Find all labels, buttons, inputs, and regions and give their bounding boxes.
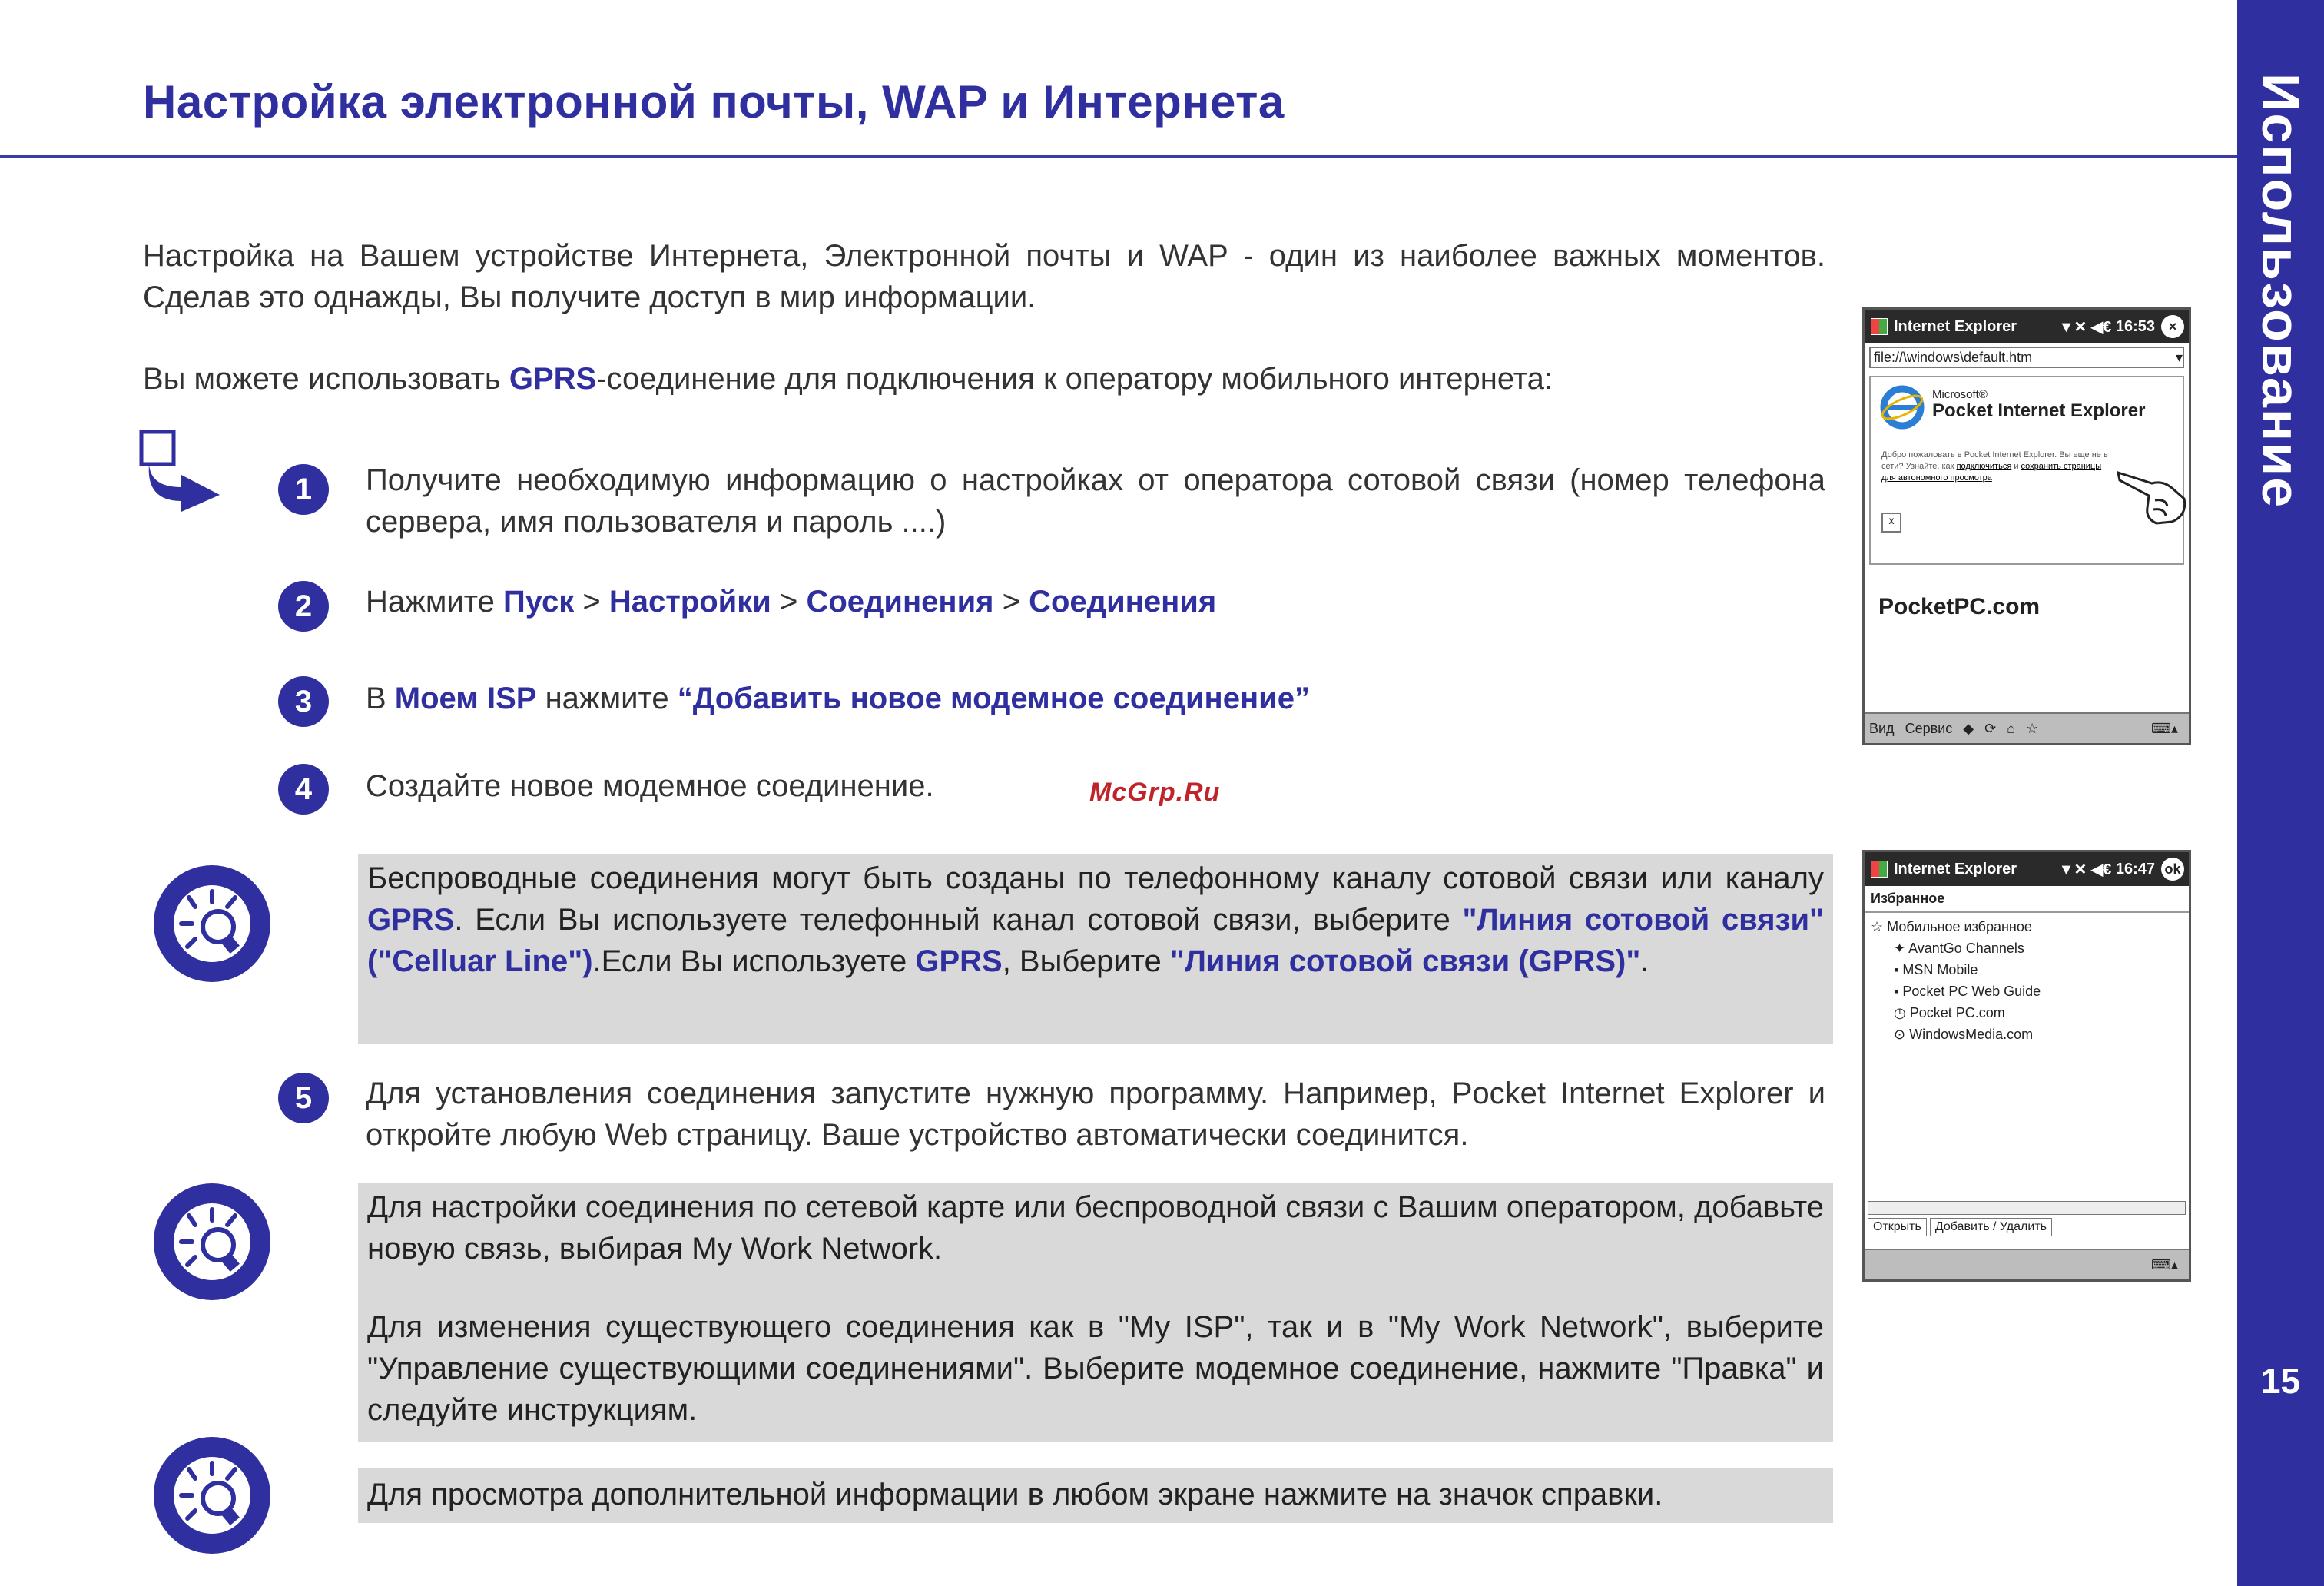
dropdown-icon: ▾	[2175, 349, 2183, 365]
step-3-badge: 3	[278, 676, 329, 727]
intro-paragraph: Настройка на Вашем устройстве Интернета, Электронной почты и WAP - один из наиболее важных моментов. Сделав это однажды, Вы получите доступ в мир информации.	[143, 239, 1825, 314]
lightbulb-tip-icon	[151, 862, 274, 985]
signal-icon: ▼✕ ◀€	[2058, 318, 2112, 336]
welcome-mid: и	[2011, 462, 2021, 471]
address-input: file://\windows\default.htm	[1874, 349, 2033, 365]
shot-1-menubar	[1865, 712, 2189, 743]
list-item[interactable]	[1871, 1024, 2183, 1045]
step-3-add-modem: “Добавить новое модемное соединение”	[677, 682, 1310, 715]
ms-label: Microsoft®	[1932, 388, 1988, 401]
step-3-before: В	[366, 682, 395, 715]
title-rule	[0, 155, 2237, 158]
note-1-gprs: GPRS	[367, 903, 455, 937]
pointer-arrow-icon	[135, 427, 227, 512]
step-2-connections-2: Соединения	[1029, 585, 1217, 619]
list-item[interactable]	[1871, 937, 2183, 959]
shot-2-menubar	[1865, 1249, 2189, 1279]
screenshot-pocket-ie-home	[1862, 307, 2191, 745]
ie-welcome-pane	[1869, 376, 2184, 565]
welcome-text	[1881, 450, 2112, 484]
windows-flag-icon	[1871, 861, 1888, 878]
back-icon[interactable]: ◆	[1963, 720, 1974, 736]
page-icon: ▪	[1894, 962, 1903, 977]
step-1-text: Получите необходимую информацию о настройках от оператора сотовой связи (номер телефона сервера, имя пользователя и пароль ....)	[366, 463, 1825, 539]
address-bar[interactable]	[1869, 347, 2184, 368]
note-1-text	[367, 858, 1824, 982]
keyboard-icon[interactable]: ⌨▴	[2150, 1256, 2178, 1272]
page-icon: ▪	[1894, 984, 1903, 999]
page-title: Настройка электронной почты, WAP и Интернета	[143, 76, 1285, 128]
ie-logo-icon	[1880, 385, 1925, 430]
connect-link[interactable]: подключиться	[1956, 462, 2012, 471]
step-4-badge: 4	[278, 764, 329, 815]
favorites-header: Избранное	[1865, 886, 2189, 913]
list-item[interactable]	[1871, 959, 2183, 980]
favorites-icon[interactable]: ☆	[2026, 720, 2039, 736]
tab-open[interactable]: Открыть	[1868, 1218, 1927, 1236]
list-item[interactable]	[1871, 980, 2183, 1002]
shot-2-title: Internet Explorer	[1894, 860, 2017, 878]
page-number: 15	[2260, 1361, 2301, 1401]
shot-2-titlebar	[1865, 852, 2189, 886]
step-2-sep1: >	[574, 585, 609, 619]
step-2-badge: 2	[278, 581, 329, 632]
intro-gprs-before: Вы можете использовать	[143, 362, 509, 396]
save-offline-link[interactable]: сохранить страницы для автономного просмотра	[1881, 462, 2102, 483]
favorite-label: MSN Mobile	[1902, 962, 1978, 977]
note-2-paragraph-2: Для изменения существующего соединения как в "My ISP", так и в "My Work Network", выберите "Управление существующими соединениями". Выберите модемное соединение, нажмите "Правка" и следуйте инструкциям.	[367, 1310, 1824, 1427]
shot-1-title: Internet Explorer	[1894, 317, 2017, 335]
step-2-sep2: >	[771, 585, 807, 619]
shot-1-titlebar	[1865, 310, 2189, 343]
note-1-t3: .Если Вы используете	[592, 944, 916, 978]
media-icon: ⊙	[1894, 1027, 1910, 1042]
folder-label: Мобильное избранное	[1887, 919, 2032, 934]
welcome-sentence: Добро пожаловать в Pocket Internet Explorer. Вы еще не в сети? Узнайте, как	[1881, 450, 2108, 471]
menu-tools[interactable]: Сервис	[1905, 720, 1953, 736]
brand-label: Pocket Internet Explorer	[1932, 400, 2146, 421]
favorite-label: WindowsMedia.com	[1909, 1027, 2034, 1042]
step-2-before: Нажмите	[366, 585, 503, 619]
screenshot-pocket-ie-favorites	[1862, 850, 2191, 1282]
shot-2-time: 16:47	[2115, 860, 2155, 878]
lightbulb-tip-icon	[151, 1434, 274, 1557]
favorite-label: Pocket PC Web Guide	[1902, 984, 2041, 999]
side-tab-label: Использование	[2251, 73, 2311, 509]
note-1-t4: , Выберите	[1002, 944, 1170, 978]
pocketpc-site-label: PocketPC.com	[1878, 594, 2041, 619]
step-2-text	[366, 581, 1825, 622]
channel-icon: ✦	[1894, 941, 1909, 956]
step-2-connections: Соединения	[806, 585, 994, 619]
watermark: McGrp.Ru	[1089, 778, 1221, 807]
step-1-badge: 1	[278, 464, 329, 515]
favorites-tabs	[1868, 1218, 2052, 1236]
note-1-t5: .	[1640, 944, 1649, 978]
step-5-text: Для установления соединения запустите нужную программу. Например, Pocket Internet Explorer и откройте любую Web страницу. Ваше устройство автоматически соединится.	[366, 1077, 1825, 1152]
broken-image-icon: x	[1881, 513, 1901, 533]
step-4-text: Создайте новое модемное соединение.	[366, 769, 934, 803]
step-2-sep3: >	[993, 585, 1029, 619]
windows-flag-icon	[1871, 318, 1888, 335]
menu-view[interactable]: Вид	[1869, 720, 1895, 736]
refresh-icon[interactable]: ⟳	[1984, 720, 1997, 736]
list-item-folder[interactable]	[1871, 916, 2183, 937]
intro-gprs-line	[143, 358, 1825, 400]
note-1-t1: Беспроводные соединения могут быть созданы по телефонному каналу сотовой связи или каналу	[367, 861, 1824, 895]
tab-add-remove[interactable]: Добавить / Удалить	[1930, 1218, 2052, 1236]
favorite-label: AvantGo Channels	[1908, 941, 2024, 956]
note-1-cellular-gprs: "Линия сотовой связи (GPRS)"	[1169, 944, 1641, 978]
horizontal-scrollbar[interactable]	[1868, 1201, 2186, 1215]
pointing-hand-icon	[2115, 457, 2189, 526]
note-1-gprs-2: GPRS	[915, 944, 1003, 978]
favorites-list	[1865, 913, 2189, 1048]
note-1-t2: . Если Вы используете телефонный канал сотовой связи, выберите	[454, 903, 1463, 937]
keyboard-icon[interactable]: ⌨▴	[2150, 720, 2178, 736]
intro-gprs-after: -соединение для подключения к оператору мобильного интернета:	[596, 362, 1553, 396]
step-3-mid: нажмите	[536, 682, 678, 715]
step-5-badge: 5	[278, 1073, 329, 1123]
note-2-paragraph-1: Для настройки соединения по сетевой карте или беспроводной связи с Вашим оператором, добавьте новую связь, выбирая My Work Network.	[367, 1190, 1824, 1266]
clock-icon: ◷	[1894, 1005, 1910, 1020]
folder-icon: ☆	[1871, 919, 1888, 934]
close-icon[interactable]: ×	[2161, 315, 2184, 338]
shot-1-time: 16:53	[2115, 317, 2155, 335]
note-1-cellular-line: "Линия сотовой связи" ("Celluar Line")	[367, 903, 1824, 978]
step-2-start: Пуск	[502, 585, 575, 619]
step-3-text	[366, 678, 1825, 719]
intro-gprs-bold: GPRS	[509, 362, 597, 396]
favorite-label: Pocket PC.com	[1909, 1005, 2005, 1020]
signal-icon: ▼✕ ◀€	[2058, 861, 2112, 878]
lightbulb-tip-icon	[151, 1180, 274, 1303]
note-3-text: Для просмотра дополнительной информации в любом экране нажмите на значок справки.	[367, 1478, 1663, 1511]
home-icon[interactable]: ⌂	[2007, 720, 2016, 736]
step-2-settings: Настройки	[608, 585, 771, 619]
list-item[interactable]	[1871, 1002, 2183, 1024]
ok-button[interactable]: ok	[2161, 858, 2184, 881]
step-3-my-isp: Моем ISP	[394, 682, 537, 715]
